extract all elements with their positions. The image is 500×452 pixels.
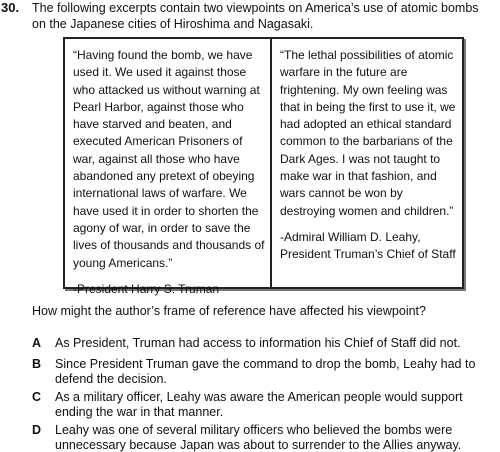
choice-letter: D	[32, 423, 42, 437]
choice-text: Leahy was one of several military officers who believed the bombs were unnecessary because Japan was about to surrender to the Allies anyway.	[55, 423, 462, 452]
choice-text: As a military officer, Leahy was aware the American people would support ending the war in that manner.	[55, 390, 463, 419]
answer-choice-c[interactable]	[32, 390, 500, 419]
leahy-quote: “The lethal possibilities of atomic warfare in the future are frightening. My own feeling was that in being the first to use it, we had adopted an ethical standard common to the barbarians of the Dark Ages. I was not taught to make war in that fashion, and wars cannot be won by destroying women and children.”	[280, 48, 456, 218]
leahy-excerpt	[272, 39, 462, 287]
choice-letter: C	[32, 390, 42, 404]
truman-excerpt	[65, 39, 272, 296]
truman-attribution: -President Harry S. Truman	[73, 281, 220, 296]
choice-text: As President, Truman had access to information his Chief of Staff did not.	[55, 336, 461, 350]
answer-choice-a[interactable]	[32, 336, 500, 351]
answer-choice-b[interactable]	[32, 357, 500, 386]
question-prompt: The following excerpts contain two viewpoints on America’s use of atomic bombs on the Japanese cities of Hiroshima and Nagasaki.	[32, 1, 479, 31]
truman-quote: “Having found the bomb, we have used it. We used it against those who attacked us without warning at Pearl Harbor, against those who have starved and beaten, and executed American Prisoners of war, against all those who have abandoned any pretext of obeying international laws of warfare. We have used it in order to shorten the agony of war, in order to save the lives of thousands and thousands of young Americans.”	[73, 48, 265, 270]
excerpt-box	[63, 37, 464, 296]
answer-choice-d[interactable]	[32, 423, 500, 452]
choice-letter: A	[32, 336, 42, 350]
question-stem: How might the author’s frame of reference have affected his viewpoint?	[32, 304, 426, 318]
choice-letter: B	[32, 357, 42, 371]
choice-text: Since President Truman gave the command to drop the bomb, Leahy had to defend the decision.	[55, 357, 476, 386]
leahy-attribution: -Admiral William D. Leahy, President Truman’s Chief of Staff	[280, 229, 456, 262]
question-number: 30.	[1, 0, 20, 15]
